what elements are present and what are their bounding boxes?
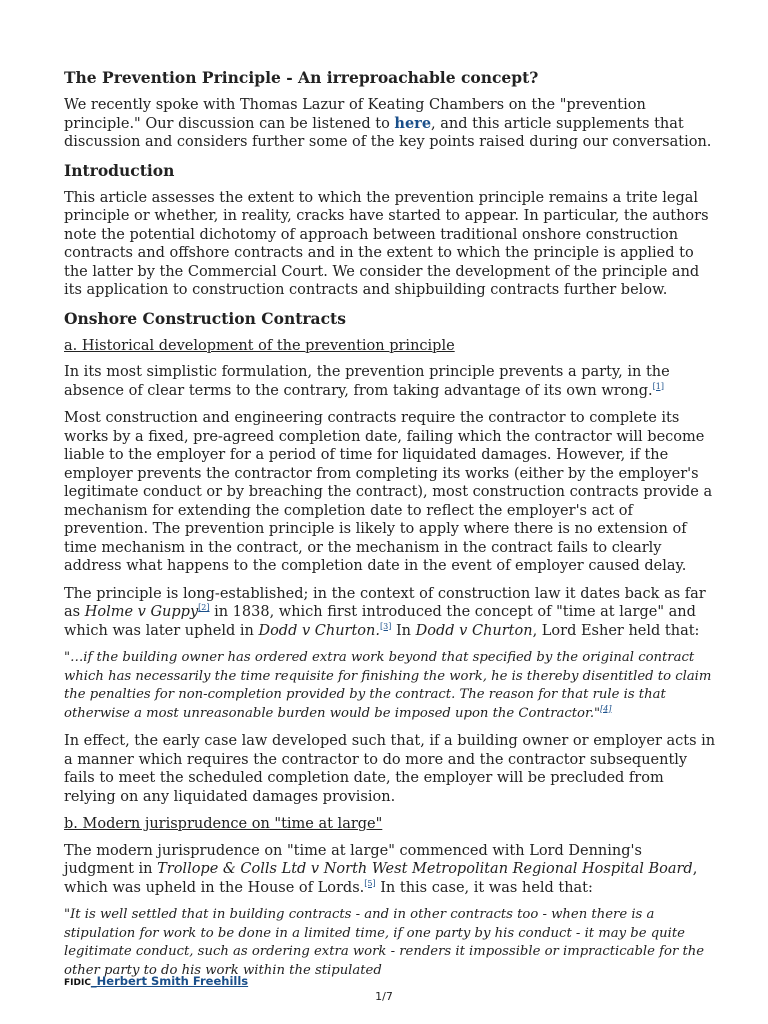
paragraph-simplistic <box>64 363 716 400</box>
quote-lord-esher <box>64 649 716 723</box>
footnote-5-link[interactable]: [5] <box>364 878 376 888</box>
footnote-1-link[interactable]: [1] <box>652 381 665 391</box>
footnote-2-link[interactable]: [2] <box>198 603 210 613</box>
footnote-4-link[interactable]: [4] <box>600 704 612 714</box>
paragraph-construction-contracts: Most construction and engineering contracts require the contractor to complete its works by a fixed, pre-agreed completion date, failing which the contractor will become liable to the employer for a period of time for liquidated damages. However, if the employer prevents the contractor from completing its works (either by the employer's legitimate conduct or by breaching the contract), most construction contracts provide a mechanism for extending the completion date to reflect the employer's act of prevention. The prevention principle is likely to apply where there is no extension of time mechanism in the contract, or the mechanism in the contract fails to clearly address what happens to the completion date in the event of employer caused delay. <box>64 410 713 574</box>
quote-trollope: "It is well settled that in building contracts - and in other contracts too - when there is a stipulation for work to be done in a limited time, if one party by his conduct - it may be quite legitimate conduct, such as ordering extra work - renders it impossible or impracticable for the other party to do his work within the stipulated <box>64 907 705 978</box>
para1-text: In its most simplistic formulation, the prevention principle prevents a party, in the absence of clear terms to the contrary, from taking advantage of its own wrong. <box>64 364 670 399</box>
case-holme-v-guppy: Holme v Guppy <box>84 604 199 620</box>
para3-text-1: The principle is long-established; in the context of construction law it dates back as far as <box>64 585 706 620</box>
subheading-modern: b. Modern jurisprudence on "time at large" <box>64 816 383 832</box>
document-page <box>64 68 716 989</box>
para3-text-3: In <box>391 622 416 639</box>
intro-text-1: We recently spoke with Thomas Lazur of Keating Chambers on the "prevention principle." Our discussion can be listened to <box>64 97 646 132</box>
paragraph-modern-jurisprudence <box>64 842 716 898</box>
para5-text-3: In this case, it was held that: <box>375 879 593 896</box>
case-dodd-v-churton-2: Dodd v Churton <box>415 622 533 639</box>
para3-text-4: , Lord Esher held that: <box>532 622 700 639</box>
para3-text-2: in 1838, which first introduced the concept of "time at large" and which was later upheld in <box>64 604 696 639</box>
para5-text-2: , which was upheld in the House of Lords. <box>64 861 698 896</box>
case-dodd-v-churton: Dodd v Churton. <box>258 622 380 639</box>
intro-text-2: , and this article supplements that discussion and considers further some of the key points raised during our conversation. <box>64 115 712 150</box>
paragraph-in-effect: In effect, the early case law developed such that, if a building owner or employer acts in a manner which requires the contractor to do more and the contractor subsequently fails to meet the scheduled completion date, the employer will be precluded from relying on any liquidated damages provision. <box>64 733 716 805</box>
introduction-heading: Introduction <box>64 160 175 180</box>
onshore-heading: Onshore Construction Contracts <box>64 308 346 328</box>
footer-link[interactable]: _Herbert Smith Freehills <box>90 974 249 988</box>
footnote-3-link[interactable]: [3] <box>380 621 392 631</box>
quote1-text: "…if the building owner has ordered extra work beyond that specified by the original contract which has necessarily the time requisite for finishing the work, he is thereby disentitled to claim the penalties for non-completion provided by the contract. The reason for that rule is that otherwise a most unreasonable burden would be imposed upon the Contractor." <box>64 650 712 721</box>
paragraph-long-established <box>64 585 716 641</box>
case-trollope-colls: Trollope & Colls Ltd v North West Metropolitan Regional Hospital Board <box>157 861 693 877</box>
page-number: 1/7 <box>375 990 393 1003</box>
introduction-paragraph: This article assesses the extent to which the prevention principle remains a trite legal principle or whether, in reality, cracks have started to appear. In particular, the authors note the potential dichotomy of approach between traditional onshore construction contracts and offshore contracts and in the extent to which the principle is applied to the latter by the Commercial Court. We consider the development of the principle and its application to construction contracts and shipbuilding contracts further below. <box>64 189 709 298</box>
footer-label: FIDIC <box>64 978 91 988</box>
para5-text-1: The modern jurisprudence on "time at large" commenced with Lord Denning's judgment in <box>64 842 642 877</box>
footer-source <box>64 974 248 988</box>
subheading-historical: a. Historical development of the prevention principle <box>64 337 455 354</box>
document-title: The Prevention Principle - An irreproachable concept? <box>64 68 539 87</box>
intro-paragraph <box>64 96 716 152</box>
here-link[interactable]: here <box>394 114 432 132</box>
